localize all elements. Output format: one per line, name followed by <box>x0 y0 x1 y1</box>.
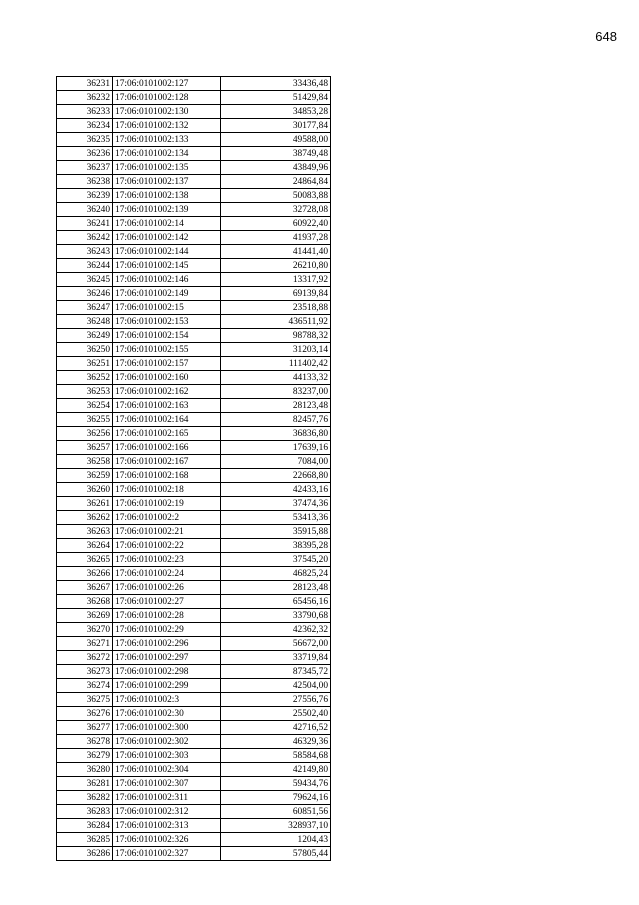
cadastral-value-cell: 28123,48 <box>221 399 331 413</box>
table-row <box>57 301 331 315</box>
table-row <box>57 147 331 161</box>
cadastral-value-cell: 23518,88 <box>221 301 331 315</box>
row-number-cell: 36268 <box>57 595 113 609</box>
cadastral-value-cell: 69139,84 <box>221 287 331 301</box>
cadastral-number-cell: 17:06:0101002:23 <box>113 553 221 567</box>
table-row <box>57 455 331 469</box>
row-number-cell: 36236 <box>57 147 113 161</box>
cadastral-number-cell: 17:06:0101002:153 <box>113 315 221 329</box>
cadastral-value-cell: 22668,80 <box>221 469 331 483</box>
cadastral-number-cell: 17:06:0101002:311 <box>113 791 221 805</box>
cadastral-number-cell: 17:06:0101002:162 <box>113 385 221 399</box>
row-number-cell: 36280 <box>57 763 113 777</box>
table-row <box>57 203 331 217</box>
row-number-cell: 36235 <box>57 133 113 147</box>
table-row <box>57 119 331 133</box>
table-row <box>57 567 331 581</box>
cadastral-value-cell: 30177,84 <box>221 119 331 133</box>
table-row <box>57 707 331 721</box>
row-number-cell: 36240 <box>57 203 113 217</box>
table-row <box>57 329 331 343</box>
cadastral-value-cell: 53413,36 <box>221 511 331 525</box>
cadastral-value-cell: 59434,76 <box>221 777 331 791</box>
cadastral-value-cell: 87345,72 <box>221 665 331 679</box>
row-number-cell: 36247 <box>57 301 113 315</box>
cadastral-number-cell: 17:06:0101002:165 <box>113 427 221 441</box>
row-number-cell: 36285 <box>57 833 113 847</box>
cadastral-value-cell: 58584,68 <box>221 749 331 763</box>
table-row <box>57 749 331 763</box>
table-row <box>57 91 331 105</box>
cadastral-value-cell: 65456,16 <box>221 595 331 609</box>
cadastral-number-cell: 17:06:0101002:19 <box>113 497 221 511</box>
table-row <box>57 833 331 847</box>
row-number-cell: 36286 <box>57 847 113 861</box>
cadastral-value-cell: 33436,48 <box>221 77 331 91</box>
cadastral-value-cell: 31203,14 <box>221 343 331 357</box>
table-row <box>57 539 331 553</box>
cadastral-number-cell: 17:06:0101002:326 <box>113 833 221 847</box>
cadastral-value-cell: 42433,16 <box>221 483 331 497</box>
table-row <box>57 77 331 91</box>
cadastral-number-cell: 17:06:0101002:128 <box>113 91 221 105</box>
table-row <box>57 441 331 455</box>
table-row <box>57 581 331 595</box>
cadastral-number-cell: 17:06:0101002:149 <box>113 287 221 301</box>
row-number-cell: 36242 <box>57 231 113 245</box>
row-number-cell: 36279 <box>57 749 113 763</box>
cadastral-number-cell: 17:06:0101002:18 <box>113 483 221 497</box>
cadastral-number-cell: 17:06:0101002:167 <box>113 455 221 469</box>
cadastral-value-cell: 41937,28 <box>221 231 331 245</box>
table-body <box>57 77 331 861</box>
cadastral-value-cell: 42149,80 <box>221 763 331 777</box>
table-row <box>57 357 331 371</box>
row-number-cell: 36258 <box>57 455 113 469</box>
table-row <box>57 105 331 119</box>
cadastral-value-cell: 42716,52 <box>221 721 331 735</box>
table-row <box>57 245 331 259</box>
cadastral-value-cell: 37545,20 <box>221 553 331 567</box>
cadastral-value-cell: 46329,36 <box>221 735 331 749</box>
cadastral-number-cell: 17:06:0101002:142 <box>113 231 221 245</box>
cadastral-value-cell: 33719,84 <box>221 651 331 665</box>
cadastral-value-cell: 79624,16 <box>221 791 331 805</box>
table-row <box>57 637 331 651</box>
table-row <box>57 483 331 497</box>
cadastral-value-cell: 38749,48 <box>221 147 331 161</box>
cadastral-number-cell: 17:06:0101002:127 <box>113 77 221 91</box>
row-number-cell: 36269 <box>57 609 113 623</box>
table-row <box>57 721 331 735</box>
page-number: 648 <box>595 29 617 44</box>
row-number-cell: 36271 <box>57 637 113 651</box>
cadastral-number-cell: 17:06:0101002:312 <box>113 805 221 819</box>
cadastral-value-cell: 13317,92 <box>221 273 331 287</box>
cadastral-value-cell: 436511,92 <box>221 315 331 329</box>
row-number-cell: 36257 <box>57 441 113 455</box>
cadastral-number-cell: 17:06:0101002:304 <box>113 763 221 777</box>
row-number-cell: 36273 <box>57 665 113 679</box>
table-row <box>57 623 331 637</box>
cadastral-value-cell: 82457,76 <box>221 413 331 427</box>
cadastral-number-cell: 17:06:0101002:137 <box>113 175 221 189</box>
table-row <box>57 819 331 833</box>
table-row <box>57 371 331 385</box>
table-row <box>57 791 331 805</box>
cadastral-number-cell: 17:06:0101002:327 <box>113 847 221 861</box>
cadastral-number-cell: 17:06:0101002:144 <box>113 245 221 259</box>
row-number-cell: 36276 <box>57 707 113 721</box>
cadastral-number-cell: 17:06:0101002:154 <box>113 329 221 343</box>
table-row <box>57 679 331 693</box>
table-row <box>57 343 331 357</box>
row-number-cell: 36255 <box>57 413 113 427</box>
cadastral-number-cell: 17:06:0101002:166 <box>113 441 221 455</box>
cadastral-value-cell: 27556,76 <box>221 693 331 707</box>
table-row <box>57 385 331 399</box>
cadastral-value-cell: 24864,84 <box>221 175 331 189</box>
row-number-cell: 36260 <box>57 483 113 497</box>
cadastral-value-cell: 41441,40 <box>221 245 331 259</box>
table-row <box>57 161 331 175</box>
table-row <box>57 651 331 665</box>
cadastral-value-cell: 42504,00 <box>221 679 331 693</box>
table-row <box>57 273 331 287</box>
cadastral-number-cell: 17:06:0101002:299 <box>113 679 221 693</box>
cadastral-number-cell: 17:06:0101002:130 <box>113 105 221 119</box>
cadastral-number-cell: 17:06:0101002:15 <box>113 301 221 315</box>
table-row <box>57 259 331 273</box>
table-row <box>57 399 331 413</box>
cadastral-value-cell: 50083,88 <box>221 189 331 203</box>
row-number-cell: 36283 <box>57 805 113 819</box>
cadastral-value-cell: 42362,32 <box>221 623 331 637</box>
table-row <box>57 805 331 819</box>
row-number-cell: 36238 <box>57 175 113 189</box>
cadastral-number-cell: 17:06:0101002:160 <box>113 371 221 385</box>
row-number-cell: 36246 <box>57 287 113 301</box>
cadastral-value-cell: 35915,88 <box>221 525 331 539</box>
row-number-cell: 36261 <box>57 497 113 511</box>
row-number-cell: 36231 <box>57 77 113 91</box>
cadastral-number-cell: 17:06:0101002:163 <box>113 399 221 413</box>
cadastral-value-cell: 56672,00 <box>221 637 331 651</box>
cadastral-number-cell: 17:06:0101002:26 <box>113 581 221 595</box>
cadastral-number-cell: 17:06:0101002:133 <box>113 133 221 147</box>
row-number-cell: 36256 <box>57 427 113 441</box>
row-number-cell: 36263 <box>57 525 113 539</box>
cadastral-value-cell: 57805,44 <box>221 847 331 861</box>
cadastral-value-cell: 44133,32 <box>221 371 331 385</box>
row-number-cell: 36284 <box>57 819 113 833</box>
table-row <box>57 469 331 483</box>
row-number-cell: 36259 <box>57 469 113 483</box>
table-row <box>57 413 331 427</box>
row-number-cell: 36267 <box>57 581 113 595</box>
cadastral-number-cell: 17:06:0101002:298 <box>113 665 221 679</box>
table-row <box>57 553 331 567</box>
cadastral-value-cell: 7084,00 <box>221 455 331 469</box>
cadastral-number-cell: 17:06:0101002:132 <box>113 119 221 133</box>
table-row <box>57 777 331 791</box>
cadastral-number-cell: 17:06:0101002:157 <box>113 357 221 371</box>
table-row <box>57 231 331 245</box>
cadastral-value-cell: 17639,16 <box>221 441 331 455</box>
cadastral-value-cell: 26210,80 <box>221 259 331 273</box>
table-row <box>57 315 331 329</box>
cadastral-value-cell: 60851,56 <box>221 805 331 819</box>
table-row <box>57 287 331 301</box>
row-number-cell: 36251 <box>57 357 113 371</box>
cadastral-number-cell: 17:06:0101002:145 <box>113 259 221 273</box>
cadastral-number-cell: 17:06:0101002:24 <box>113 567 221 581</box>
cadastral-number-cell: 17:06:0101002:300 <box>113 721 221 735</box>
table-row <box>57 595 331 609</box>
cadastral-value-cell: 34853,28 <box>221 105 331 119</box>
table-row <box>57 525 331 539</box>
row-number-cell: 36245 <box>57 273 113 287</box>
row-number-cell: 36243 <box>57 245 113 259</box>
row-number-cell: 36275 <box>57 693 113 707</box>
row-number-cell: 36254 <box>57 399 113 413</box>
row-number-cell: 36234 <box>57 119 113 133</box>
cadastral-value-cell: 36836,80 <box>221 427 331 441</box>
cadastral-value-cell: 1204,43 <box>221 833 331 847</box>
cadastral-number-cell: 17:06:0101002:307 <box>113 777 221 791</box>
row-number-cell: 36264 <box>57 539 113 553</box>
row-number-cell: 36232 <box>57 91 113 105</box>
cadastral-number-cell: 17:06:0101002:2 <box>113 511 221 525</box>
cadastral-value-cell: 28123,48 <box>221 581 331 595</box>
cadastral-number-cell: 17:06:0101002:134 <box>113 147 221 161</box>
row-number-cell: 36241 <box>57 217 113 231</box>
cadastral-value-cell: 98788,32 <box>221 329 331 343</box>
table-row <box>57 175 331 189</box>
cadastral-value-cell: 111402,42 <box>221 357 331 371</box>
row-number-cell: 36237 <box>57 161 113 175</box>
cadastral-number-cell: 17:06:0101002:296 <box>113 637 221 651</box>
cadastral-number-cell: 17:06:0101002:28 <box>113 609 221 623</box>
cadastral-number-cell: 17:06:0101002:138 <box>113 189 221 203</box>
cadastral-number-cell: 17:06:0101002:30 <box>113 707 221 721</box>
cadastral-number-cell: 17:06:0101002:313 <box>113 819 221 833</box>
table-row <box>57 497 331 511</box>
table-row <box>57 609 331 623</box>
row-number-cell: 36262 <box>57 511 113 525</box>
row-number-cell: 36248 <box>57 315 113 329</box>
table-row <box>57 511 331 525</box>
table-row <box>57 217 331 231</box>
table-row <box>57 189 331 203</box>
cadastral-value-cell: 60922,40 <box>221 217 331 231</box>
cadastral-number-cell: 17:06:0101002:146 <box>113 273 221 287</box>
cadastral-number-cell: 17:06:0101002:3 <box>113 693 221 707</box>
row-number-cell: 36249 <box>57 329 113 343</box>
cadastral-value-cell: 25502,40 <box>221 707 331 721</box>
row-number-cell: 36274 <box>57 679 113 693</box>
cadastral-value-cell: 32728,08 <box>221 203 331 217</box>
cadastral-number-cell: 17:06:0101002:139 <box>113 203 221 217</box>
row-number-cell: 36253 <box>57 385 113 399</box>
table-row <box>57 665 331 679</box>
cadastral-number-cell: 17:06:0101002:22 <box>113 539 221 553</box>
table-row <box>57 693 331 707</box>
cadastral-value-cell: 38395,28 <box>221 539 331 553</box>
row-number-cell: 36278 <box>57 735 113 749</box>
row-number-cell: 36281 <box>57 777 113 791</box>
cadastral-number-cell: 17:06:0101002:168 <box>113 469 221 483</box>
cadastral-value-cell: 328937,10 <box>221 819 331 833</box>
cadastral-number-cell: 17:06:0101002:302 <box>113 735 221 749</box>
cadastral-value-cell: 43849,96 <box>221 161 331 175</box>
row-number-cell: 36233 <box>57 105 113 119</box>
row-number-cell: 36266 <box>57 567 113 581</box>
row-number-cell: 36270 <box>57 623 113 637</box>
row-number-cell: 36282 <box>57 791 113 805</box>
cadastral-number-cell: 17:06:0101002:297 <box>113 651 221 665</box>
table-row <box>57 735 331 749</box>
table-row <box>57 427 331 441</box>
cadastral-value-cell: 33790,68 <box>221 609 331 623</box>
cadastral-number-cell: 17:06:0101002:29 <box>113 623 221 637</box>
cadastral-number-cell: 17:06:0101002:303 <box>113 749 221 763</box>
row-number-cell: 36265 <box>57 553 113 567</box>
cadastral-value-cell: 37474,36 <box>221 497 331 511</box>
cadastral-number-cell: 17:06:0101002:135 <box>113 161 221 175</box>
cadastral-number-cell: 17:06:0101002:155 <box>113 343 221 357</box>
row-number-cell: 36252 <box>57 371 113 385</box>
cadastral-number-cell: 17:06:0101002:21 <box>113 525 221 539</box>
row-number-cell: 36239 <box>57 189 113 203</box>
row-number-cell: 36272 <box>57 651 113 665</box>
cadastral-number-cell: 17:06:0101002:27 <box>113 595 221 609</box>
cadastral-value-cell: 49588,00 <box>221 133 331 147</box>
cadastral-value-cell: 46825,24 <box>221 567 331 581</box>
cadastral-number-cell: 17:06:0101002:164 <box>113 413 221 427</box>
cadastral-number-cell: 17:06:0101002:14 <box>113 217 221 231</box>
cadastral-value-table <box>56 76 331 861</box>
table-row <box>57 847 331 861</box>
table-row <box>57 133 331 147</box>
row-number-cell: 36244 <box>57 259 113 273</box>
cadastral-value-cell: 83237,00 <box>221 385 331 399</box>
row-number-cell: 36250 <box>57 343 113 357</box>
cadastral-value-cell: 51429,84 <box>221 91 331 105</box>
row-number-cell: 36277 <box>57 721 113 735</box>
table-row <box>57 763 331 777</box>
